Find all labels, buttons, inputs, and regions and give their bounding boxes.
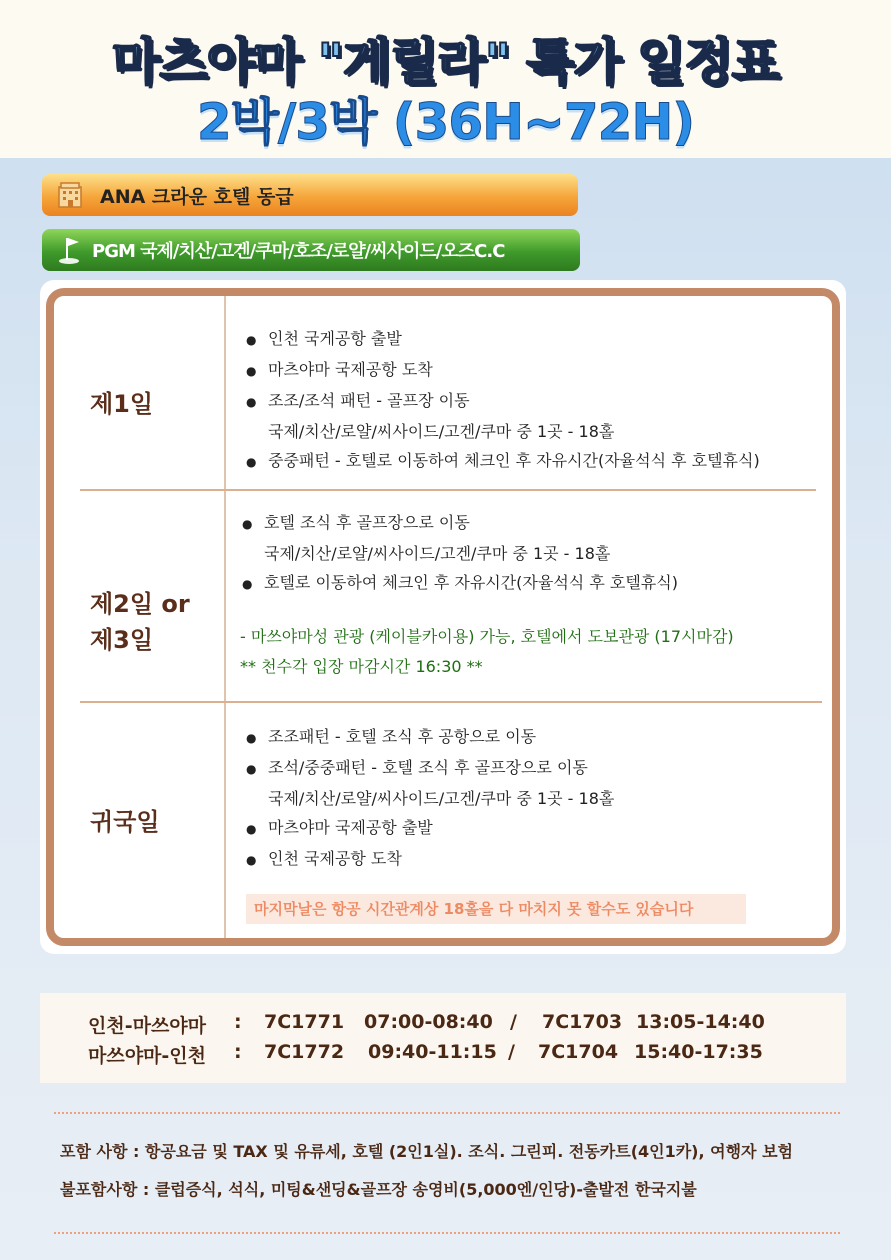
dotted-divider bbox=[54, 1232, 840, 1234]
list-item: ● 조석/중중패턴 - 호텔 조식 후 골프장으로 이동 bbox=[246, 753, 614, 784]
list-item: ● 호텔로 이동하여 체크인 후 자유시간(자율석식 후 호텔휴식) bbox=[242, 568, 678, 599]
flight-schedule bbox=[40, 993, 846, 1083]
list-item: ● 인천 국게공항 출발 bbox=[246, 324, 760, 355]
day1-items bbox=[246, 324, 760, 477]
flight-number: 7C1703 bbox=[542, 1011, 623, 1033]
day1-label: 제1일 bbox=[90, 390, 154, 418]
list-item: 국제/치산/로얄/씨사이드/고겐/쿠마 중 1곳 - 18홀 bbox=[268, 422, 615, 441]
flight-time: 15:40-17:35 bbox=[634, 1041, 763, 1063]
day2-items bbox=[242, 508, 678, 599]
flight-time: 13:05-14:40 bbox=[636, 1011, 765, 1033]
included-info: 포함 사항 : 항공요금 및 TAX 및 유류세, 호텔 (2인1실). 조식. 그린피. 전동카트(4인1카), 여행자 보험 bbox=[60, 1142, 793, 1161]
day2-label-line2: 제3일 bbox=[90, 626, 154, 654]
dotted-divider bbox=[54, 1112, 840, 1114]
day2-note-deadline: ** 천수각 입장 마감시간 16:30 ** bbox=[240, 657, 483, 676]
golf-flag-icon bbox=[50, 230, 90, 270]
excluded-info: 불포함사항 : 클럽증식, 석식, 미팅&샌딩&골프장 송영비(5,000엔/인당)-출발전 한국지불 bbox=[60, 1180, 697, 1199]
return-day-items bbox=[246, 722, 614, 875]
flight-number: 7C1771 bbox=[264, 1011, 345, 1033]
row-divider bbox=[80, 701, 822, 703]
flight-time: 09:40-11:15 bbox=[368, 1041, 497, 1063]
list-item: ● 인천 국제공항 도착 bbox=[246, 844, 614, 875]
list-item: ● 조조패턴 - 호텔 조식 후 공항으로 이동 bbox=[246, 722, 614, 753]
list-item: 국제/치산/로얄/씨사이드/고겐/쿠마 중 1곳 - 18홀 bbox=[268, 789, 615, 808]
page-subtitle: 2박/3박 (36H~72H) bbox=[196, 93, 695, 151]
day2-note-sightseeing: - 마쓰야마성 관광 (케이블카이용) 가능, 호텔에서 도보관광 (17시마감) bbox=[240, 627, 734, 646]
flight-separator: : bbox=[234, 1011, 242, 1033]
hotel-badge-label: ANA 크라운 호텔 동급 bbox=[100, 185, 294, 208]
golf-badge bbox=[42, 229, 580, 271]
row-divider bbox=[80, 489, 816, 491]
day2-label-line1: 제2일 or bbox=[90, 590, 190, 618]
page-title: 마츠야마 "게릴라" 특가 일정표 bbox=[112, 33, 779, 91]
return-day-notice: 마지막날은 항공 시간관계상 18홀을 다 마치지 못 할수도 있습니다 bbox=[246, 894, 746, 924]
hotel-badge bbox=[42, 174, 578, 216]
flight-time: 07:00-08:40 bbox=[364, 1011, 493, 1033]
list-item: ● 중중패턴 - 호텔로 이동하여 체크인 후 자유시간(자율석식 후 호텔휴식) bbox=[246, 446, 760, 477]
flight-number: 7C1704 bbox=[538, 1041, 619, 1063]
schedule-table bbox=[46, 288, 840, 946]
column-divider bbox=[224, 296, 226, 938]
list-item: ● 호텔 조식 후 골프장으로 이동 bbox=[242, 508, 678, 539]
flight-route: 마쓰야마-인천 bbox=[88, 1045, 207, 1067]
flight-number: 7C1772 bbox=[264, 1041, 345, 1063]
list-item: ● 마츠야마 국제공항 출발 bbox=[246, 813, 614, 844]
flight-slash: / bbox=[508, 1041, 515, 1063]
schedule-card bbox=[40, 280, 846, 954]
flight-slash: / bbox=[510, 1011, 517, 1033]
flight-separator: : bbox=[234, 1041, 242, 1063]
flight-route: 인천-마쓰야마 bbox=[88, 1015, 207, 1037]
list-item: ● 조조/조석 패턴 - 골프장 이동 bbox=[246, 386, 760, 417]
hotel-building-icon bbox=[50, 175, 90, 215]
header bbox=[0, 0, 891, 158]
list-item: ● 마츠야마 국제공항 도착 bbox=[246, 355, 760, 386]
list-item: 국제/치산/로얄/씨사이드/고겐/쿠마 중 1곳 - 18홀 bbox=[264, 544, 611, 563]
return-day-label: 귀국일 bbox=[90, 808, 160, 836]
golf-badge-label: PGM 국제/치산/고겐/쿠마/호조/로얄/씨사이드/오즈C.C bbox=[92, 241, 505, 262]
